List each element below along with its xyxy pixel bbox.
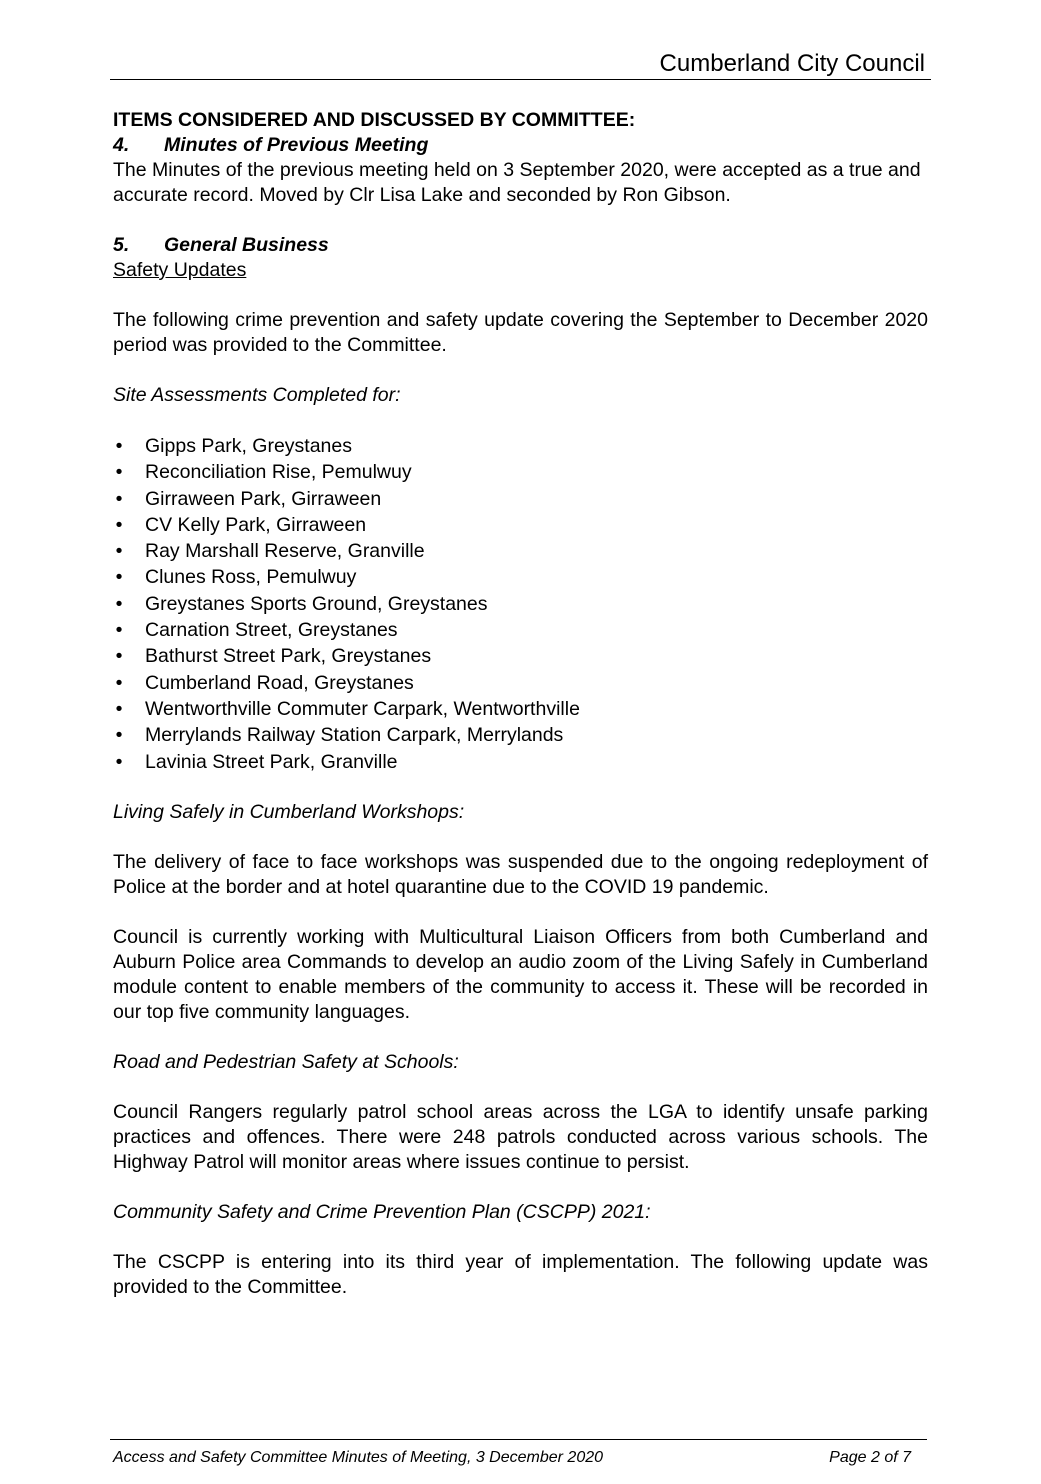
list-item: • Bathurst Street Park, Greystanes bbox=[113, 643, 928, 669]
item-4-heading bbox=[113, 133, 928, 158]
list-item: • Wentworthville Commuter Carpark, Wentworthville bbox=[113, 696, 928, 722]
road-safety-body: Council Rangers regularly patrol school areas across the LGA to identify unsafe parking practices and offences. There were 248 patrols conducted across various schools. The Highway Patrol will monitor areas where issues continue to persist. bbox=[113, 1100, 928, 1173]
workshops-paragraph-2: Council is currently working with Multicultural Liaison Officers from both Cumberland and Auburn Police area Commands to develop an audio zoom of the Living Safely in Cumberland module content to enable members of the community to access it. These will be recorded in our top five community languages. bbox=[113, 925, 928, 1023]
bullet-icon: • bbox=[115, 645, 123, 668]
list-item: • Carnation Street, Greystanes bbox=[113, 617, 928, 643]
cscpp-body: The CSCPP is entering into its third year of implementation. The following update was provided to the Committee. bbox=[113, 1250, 928, 1298]
footer-meeting-label: Access and Safety Committee Minutes of Meeting, 3 December 2020 bbox=[113, 1449, 604, 1466]
list-item: • Lavinia Street Park, Granville bbox=[113, 749, 928, 775]
safety-updates-subheading: Safety Updates bbox=[113, 259, 247, 281]
workshops-heading: Living Safely in Cumberland Workshops: bbox=[113, 800, 465, 823]
list-item: • Girraween Park, Girraween bbox=[113, 486, 928, 512]
header-divider bbox=[110, 79, 931, 80]
item-5-number: 5. bbox=[113, 234, 130, 256]
bullet-icon: • bbox=[115, 540, 123, 563]
bullet-icon: • bbox=[115, 750, 123, 773]
bullet-icon: • bbox=[115, 435, 123, 457]
document-body bbox=[113, 108, 928, 1325]
road-safety-heading: Road and Pedestrian Safety at Schools: bbox=[113, 1050, 459, 1073]
list-item: • Cumberland Road, Greystanes bbox=[113, 670, 928, 696]
list-item: • Greystanes Sports Ground, Greystanes bbox=[113, 591, 928, 617]
footer-divider bbox=[110, 1439, 927, 1440]
section-heading: ITEMS CONSIDERED AND DISCUSSED BY COMMITTEE: bbox=[113, 109, 636, 131]
list-item: • Reconciliation Rise, Pemulwuy bbox=[113, 459, 928, 485]
footer-page-number: Page 2 of 7 bbox=[829, 1449, 911, 1466]
cscpp-heading: Community Safety and Crime Prevention Plan (CSCPP) 2021: bbox=[113, 1200, 651, 1223]
list-item: • Gipps Park, Greystanes bbox=[113, 433, 928, 459]
header-title: Cumberland City Council bbox=[659, 50, 925, 77]
item-4-number: 4. bbox=[113, 134, 130, 156]
bullet-icon: • bbox=[115, 513, 123, 536]
site-assessments-list bbox=[113, 433, 928, 775]
list-item: • Clunes Ross, Pemulwuy bbox=[113, 564, 928, 590]
bullet-icon: • bbox=[115, 697, 123, 720]
workshops-paragraph-1: The delivery of face to face workshops was suspended due to the ongoing redeployment of Police at the border and at hotel quarantine due to the COVID 19 pandemic. bbox=[113, 850, 928, 898]
bullet-icon: • bbox=[115, 566, 123, 589]
bullet-icon: • bbox=[115, 619, 123, 642]
item-5-title: General Business bbox=[164, 234, 329, 256]
bullet-icon: • bbox=[115, 487, 123, 510]
bullet-icon: • bbox=[115, 724, 123, 747]
safety-updates-intro: The following crime prevention and safety update covering the September to December 2020 period was provided to the Committee. bbox=[113, 309, 928, 356]
bullet-icon: • bbox=[115, 592, 123, 615]
bullet-icon: • bbox=[115, 461, 123, 484]
list-item: • CV Kelly Park, Girraween bbox=[113, 512, 928, 538]
list-item: • Ray Marshall Reserve, Granville bbox=[113, 538, 928, 564]
site-assessments-heading: Site Assessments Completed for: bbox=[113, 384, 401, 406]
bullet-icon: • bbox=[115, 671, 123, 694]
item-5-heading bbox=[113, 233, 928, 258]
item-4-body: The Minutes of the previous meeting held on 3 September 2020, were accepted as a true and accurate record. Moved by Clr Lisa Lake and seconded by Ron Gibson. bbox=[113, 159, 921, 206]
list-item: • Merrylands Railway Station Carpark, Merrylands bbox=[113, 722, 928, 748]
item-4-title: Minutes of Previous Meeting bbox=[164, 134, 429, 156]
